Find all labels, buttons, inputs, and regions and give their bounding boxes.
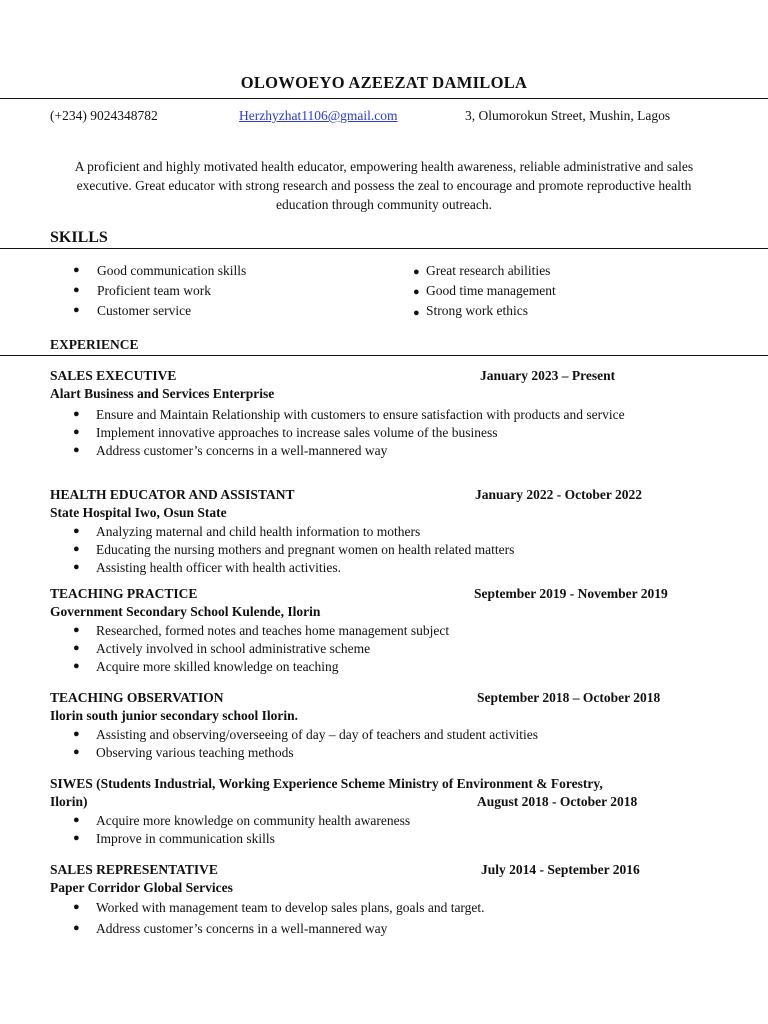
bullet-icon: ● [73, 264, 80, 276]
skills-rule [0, 248, 768, 249]
job-dates: September 2018 – October 2018 [477, 690, 661, 705]
job-dates: August 2018 - October 2018 [477, 794, 638, 809]
list-item: ● Ensure and Maintain Relationship with customers to ensure satisfaction with products and service [73, 407, 625, 422]
job-duties [0, 899, 768, 937]
list-item: ● Analyzing maternal and child health information to mothers [73, 524, 421, 539]
skill-item: Great research abilities [426, 263, 551, 278]
job-dates: January 2023 – Present [480, 368, 616, 383]
experience-rule [0, 355, 768, 356]
bullet-icon: ● [73, 660, 80, 672]
job-title: SIWES (Students Industrial, Working Experience Scheme Ministry of Environment & Forestry, [50, 776, 603, 791]
bullet-icon: ● [413, 286, 420, 298]
job-title: HEALTH EDUCATOR AND ASSISTANT [50, 487, 295, 502]
job-duties [0, 812, 768, 847]
job-duties [0, 622, 768, 675]
address: 3, Olumorokun Street, Mushin, Lagos [465, 108, 671, 123]
profile-summary: A proficient and highly motivated health educator, empowering health awareness, reliable administrative and sales executive. Great educator with strong research and possess the zeal to encourage and promote reproductive health education through community outreach. [74, 159, 694, 212]
job-duties [0, 406, 768, 459]
bullet-icon: ● [73, 525, 80, 537]
skill-item: Proficient team work [97, 283, 211, 298]
list-item: ● Assisting health officer with health activities. [73, 560, 341, 575]
bullet-icon: ● [413, 266, 420, 278]
bullet-icon: ● [73, 814, 80, 826]
bullet-icon: ● [73, 922, 80, 934]
email-link[interactable]: Herzhyzhat1106@gmail.com [239, 108, 398, 123]
bullet-icon: ● [73, 561, 80, 573]
job-organization: Paper Corridor Global Services [50, 880, 233, 895]
bullet-icon: ● [73, 284, 80, 296]
bullet-icon: ● [73, 832, 80, 844]
job-organization: Alart Business and Services Enterprise [50, 386, 275, 401]
list-item: ● Address customer’s concerns in a well-mannered way [73, 921, 388, 936]
job-organization: Ilorin south junior secondary school Ilorin. [50, 708, 299, 723]
bullet-icon: ● [73, 426, 80, 438]
list-item: ● Actively involved in school administrative scheme [73, 641, 371, 656]
list-item: ● Educating the nursing mothers and pregnant women on health related matters [73, 542, 515, 557]
bullet-icon: ● [73, 624, 80, 636]
bullet-icon: ● [73, 642, 80, 654]
job-organization: Government Secondary School Kulende, Ilorin [50, 604, 321, 619]
bullet-icon: ● [73, 746, 80, 758]
bullet-icon: ● [73, 543, 80, 555]
skills-heading: SKILLS [50, 229, 108, 246]
job-title: TEACHING OBSERVATION [50, 690, 224, 705]
list-item: ● Researched, formed notes and teaches home management subject [73, 623, 450, 638]
resume-name: OLOWOEYO AZEEZAT DAMILOLA [240, 73, 528, 92]
bullet-icon: ● [413, 307, 420, 319]
job-dates: July 2014 - September 2016 [481, 862, 640, 877]
job-duties [0, 523, 768, 576]
job-dates: September 2019 - November 2019 [474, 586, 668, 601]
list-item: ● Observing various teaching methods [73, 745, 294, 760]
job-organization: State Hospital Iwo, Osun State [50, 505, 227, 520]
job-title: SALES REPRESENTATIVE [50, 862, 218, 877]
skill-item: Good time management [426, 283, 556, 298]
job-duties [0, 726, 768, 761]
list-item: ● Assisting and observing/overseeing of day – day of teachers and student activities [73, 727, 539, 742]
list-item: ● Implement innovative approaches to increase sales volume of the business [73, 425, 498, 440]
bullet-icon: ● [73, 408, 80, 420]
list-item: ● Address customer’s concerns in a well-mannered way [73, 443, 388, 458]
list-item: ● Improve in communication skills [73, 831, 275, 846]
job-dates: January 2022 - October 2022 [475, 487, 642, 502]
skill-item: Good communication skills [97, 263, 247, 278]
experience-heading: EXPERIENCE [50, 337, 139, 352]
list-item: ● Acquire more skilled knowledge on teaching [73, 659, 339, 674]
bullet-icon: ● [73, 444, 80, 456]
skill-item: Strong work ethics [426, 303, 528, 318]
job-organization: Ilorin) [50, 794, 88, 809]
job-title: TEACHING PRACTICE [50, 586, 198, 601]
bullet-icon: ● [73, 728, 80, 740]
job-title: SALES EXECUTIVE [50, 368, 177, 383]
header-rule [0, 98, 768, 99]
bullet-icon: ● [73, 304, 80, 316]
skill-item: Customer service [97, 303, 192, 318]
bullet-icon: ● [73, 901, 80, 913]
phone-number: (+234) 9024348782 [50, 108, 158, 123]
list-item: ● Acquire more knowledge on community health awareness [73, 813, 411, 828]
list-item: ● Worked with management team to develop sales plans, goals and target. [73, 900, 485, 915]
